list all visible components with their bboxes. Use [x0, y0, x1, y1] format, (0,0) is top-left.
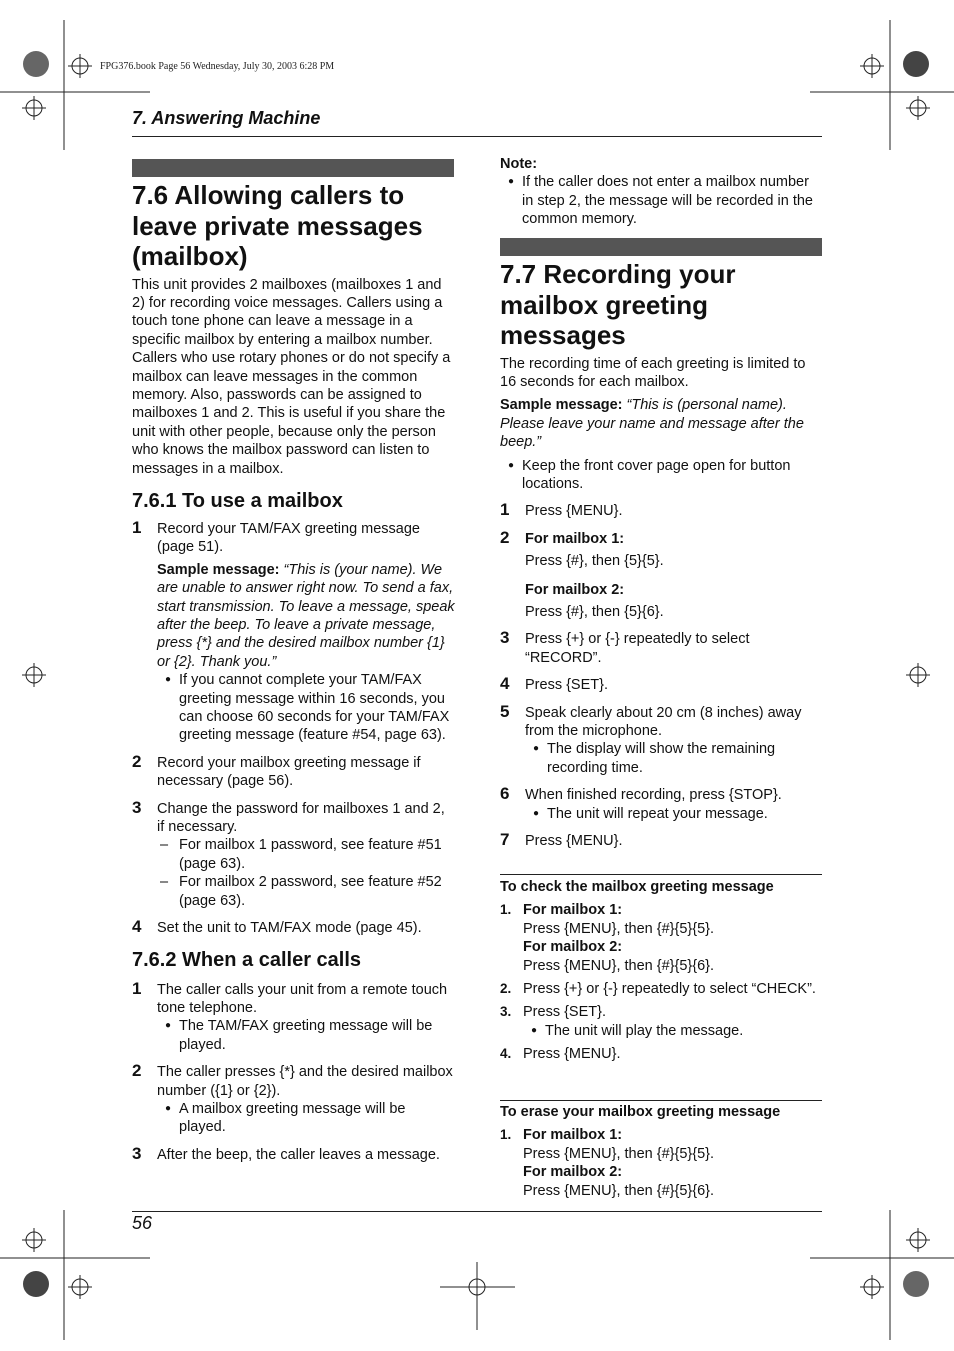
left-column — [132, 180, 456, 1164]
check-rule — [500, 874, 822, 875]
erase-block — [500, 1103, 824, 1200]
step-text: Press {MENU}. — [525, 503, 623, 520]
print-header: FPG376.book Page 56 Wednesday, July 30, 2003 6:28 PM — [100, 61, 335, 72]
step-number: 5 — [500, 701, 510, 721]
section-bar-7-7 — [500, 238, 822, 256]
mailbox-label: For mailbox 2: — [523, 1164, 623, 1181]
step-text: Press {SET}. — [523, 1004, 607, 1021]
step-number: 6 — [500, 784, 510, 804]
sub-step-number: 2. — [500, 981, 512, 997]
sample-label: Sample message: — [500, 397, 623, 414]
step-text: Press {MENU}. — [523, 1046, 621, 1063]
right-column — [500, 259, 824, 850]
check-step-2 — [500, 980, 824, 998]
step-number: 3 — [132, 797, 142, 817]
step-number: 2 — [132, 1061, 142, 1081]
bullet: ● The unit will repeat your message. — [525, 805, 824, 823]
bullet: ● The display will show the remaining recording time. — [525, 740, 824, 777]
check-step-1 — [500, 901, 824, 975]
check-step-3 — [500, 1003, 824, 1040]
step-number: 1 — [132, 517, 142, 537]
step-number: 4 — [132, 917, 142, 937]
step-text: Record your TAM/FAX greeting message (page 51). — [157, 520, 420, 556]
note-label: Note: — [500, 156, 538, 172]
step-number: 4 — [500, 674, 510, 694]
mailbox-label: For mailbox 1: — [525, 530, 625, 547]
section-title-7-6: 7.6 Allowing callers to leave private messages (mailbox) — [132, 180, 423, 271]
step-5 — [500, 701, 824, 778]
step-number: 7 — [500, 830, 510, 850]
step-text: Press {+} or {-} repeatedly to select “RECORD”. — [525, 631, 750, 666]
dash-item: – For mailbox 2 password, see feature #52 (page 63). — [157, 873, 456, 910]
step-text: Press {MENU}. — [525, 833, 623, 850]
step-1 — [132, 978, 456, 1055]
section-bar-7-6 — [132, 159, 454, 177]
sample-text: “This is (personal name). Please leave your name and message after the beep.” — [500, 397, 804, 451]
step-2 — [132, 751, 456, 791]
step-1 — [500, 502, 824, 520]
step-6 — [500, 786, 824, 823]
step-text: Speak clearly about 20 cm (8 inches) away from the microphone. — [525, 704, 802, 739]
erase-step-1 — [500, 1126, 824, 1200]
step-number: 1 — [500, 500, 510, 520]
step-number: 2 — [500, 527, 510, 547]
check-block — [500, 878, 824, 1064]
bullet: ● Keep the front cover page open for button locations. — [500, 457, 824, 494]
check-heading: To check the mailbox greeting message — [500, 879, 774, 895]
step-4 — [500, 676, 824, 694]
mailbox-label: For mailbox 2: — [525, 581, 625, 598]
sub-step-number: 4. — [500, 1046, 512, 1062]
bullet: ● The unit will play the message. — [523, 1022, 824, 1040]
mailbox-label: For mailbox 1: — [523, 902, 623, 919]
step-text: Press {MENU}, then {#}{5}{5}. — [523, 1145, 715, 1162]
step-3 — [132, 797, 456, 910]
subsection-title-7-6-1: 7.6.1 To use a mailbox — [132, 489, 343, 512]
bullet: ● A mailbox greeting message will be played. — [157, 1100, 456, 1137]
step-3 — [500, 630, 824, 667]
step-text: Press {MENU}, then {#}{5}{6}. — [523, 1182, 715, 1199]
step-text: Press {+} or {-} repeatedly to select “CHECK”. — [523, 981, 816, 998]
note-block — [500, 155, 822, 229]
intro-paragraph: This unit provides 2 mailboxes (mailboxes 1 and 2) for recording voice messages. Callers using a touch tone phone can leave a message in a specific mailbox by entering a mailbox number. Callers who use rotary phones or do not specify a mailbox can leave messages in the common memory. Also, passwords can be assigned to mailboxes 1 and 2. This is useful if you share the unit with other people, because only the person who knows the mailbox password can listen to messages in a mailbox. — [132, 276, 451, 477]
step-number: 3 — [132, 1143, 142, 1163]
step-1 — [132, 517, 456, 745]
step-number: 3 — [500, 628, 510, 648]
sub-step-number: 1. — [500, 1127, 512, 1143]
step-text: After the beep, the caller leaves a message. — [157, 1146, 440, 1163]
step-2 — [132, 1063, 456, 1137]
step-number: 1 — [132, 978, 142, 998]
erase-rule — [500, 1100, 822, 1101]
step-7 — [500, 832, 824, 850]
step-text: The caller calls your unit from a remote touch tone telephone. — [157, 981, 448, 1016]
step-number: 2 — [132, 751, 142, 771]
bullet: ● If you cannot complete your TAM/FAX greeting message within 16 seconds, you can choose 60 seconds for your TAM/FAX greeting message (feature #54, page 63). — [157, 671, 456, 745]
step-text: Press {MENU}, then {#}{5}{6}. — [523, 957, 715, 974]
step-text: When finished recording, press {STOP}. — [525, 787, 782, 804]
footer-rule — [132, 1211, 822, 1212]
step-text: Press {#}, then {5}{6}. — [525, 603, 664, 620]
subsection-title-7-6-2: 7.6.2 When a caller calls — [132, 948, 362, 971]
step-2 — [500, 527, 824, 622]
step-3 — [132, 1143, 456, 1164]
mailbox-label: For mailbox 1: — [523, 1127, 623, 1144]
sub-step-number: 1. — [500, 902, 512, 918]
header-rule — [132, 136, 822, 137]
step-text: Change the password for mailboxes 1 and 2, if necessary. — [157, 800, 445, 836]
sub-step-number: 3. — [500, 1004, 512, 1020]
dash-item: – For mailbox 1 password, see feature #51 (page 63). — [157, 836, 456, 873]
bullet: ● The TAM/FAX greeting message will be played. — [157, 1017, 456, 1054]
erase-heading: To erase your mailbox greeting message — [500, 1104, 781, 1120]
page-number: 56 — [132, 1213, 153, 1233]
note-bullet: ● If the caller does not enter a mailbox number in step 2, the message will be recorded in the common memory. — [500, 173, 822, 228]
mailbox-label: For mailbox 2: — [523, 939, 623, 956]
chapter-title: 7. Answering Machine — [132, 108, 321, 128]
check-step-4 — [500, 1045, 824, 1063]
sample-message — [500, 396, 824, 451]
step-text: Press {SET}. — [525, 677, 609, 694]
step-text: Record your mailbox greeting message if necessary (page 56). — [157, 754, 421, 790]
step-4 — [132, 919, 456, 937]
step-text: Press {#}, then {5}{5}. — [525, 553, 664, 570]
step-text: The caller presses {*} and the desired mailbox number ({1} or {2}). — [157, 1064, 453, 1099]
intro-paragraph: The recording time of each greeting is limited to 16 seconds for each mailbox. — [500, 355, 806, 390]
step-text: Set the unit to TAM/FAX mode (page 45). — [157, 920, 422, 937]
sample-label: Sample message: — [157, 561, 280, 578]
step-text: Press {MENU}, then {#}{5}{5}. — [523, 920, 715, 937]
section-title-7-7: 7.7 Recording your mailbox greeting messages — [500, 259, 736, 350]
sample-message — [157, 561, 456, 671]
sample-text: “This is (your name). We are unable to answer right now. To send a fax, start transmission. To leave a message, speak after the beep. To leave a private message, press {*} and the desired mailbox number {1} or {2}. Thank you.” — [157, 561, 455, 670]
